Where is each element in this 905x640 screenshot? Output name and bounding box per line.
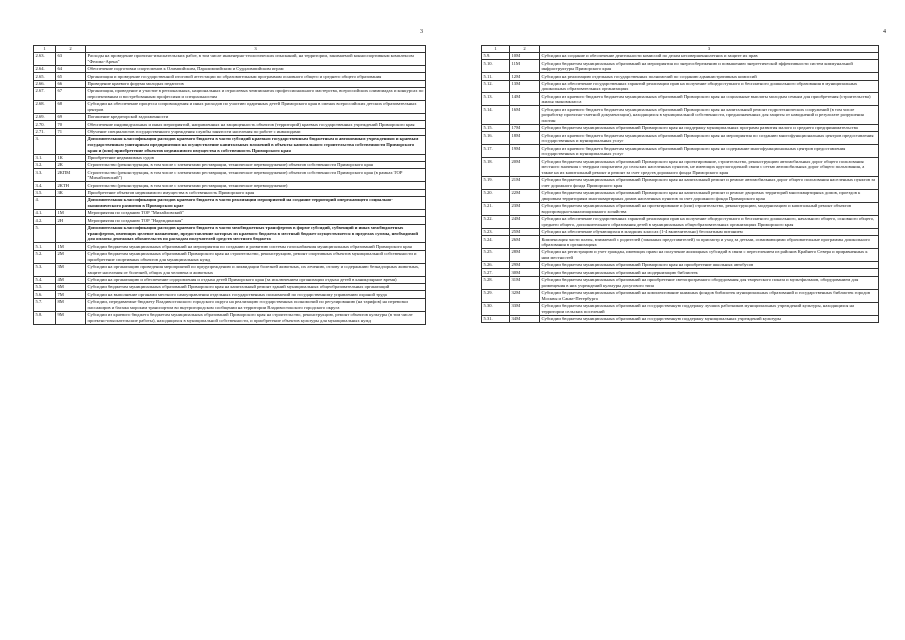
table-row <box>34 243 426 250</box>
table-row <box>482 80 879 93</box>
header-cell: 3 <box>86 46 426 53</box>
row-code-cell: 24М <box>510 215 540 228</box>
row-code-cell: 8М <box>56 298 86 311</box>
row-description-cell: Субсидии бюджетам муниципальных образований на мероприятия по энергосбережению и повышению энергетической эффективности систем коммунальной инфраструктуры Приморского края <box>540 60 879 73</box>
row-code-cell: 63 <box>56 52 86 65</box>
row-code-cell: 70 <box>56 121 86 128</box>
row-description-cell: Строительство (реконструкция, в том числе с элементами реставрации, техническое перевооружение) <box>86 182 426 189</box>
header-cell: 3 <box>540 46 879 53</box>
row-description-cell: Субсидии на обеспечение процесса сопровождения и иных расходов по участию одаренных детей Приморского края в сменах всероссийских детских образовательных центров <box>86 100 426 113</box>
row-code-cell <box>56 196 86 209</box>
row-code-cell: 34М <box>510 315 540 322</box>
row-description-cell: Субсидии на организацию и обеспечение оздоровления и отдыха детей Приморского края (за исключением организации отдыха детей в каникулярное время) <box>86 276 426 283</box>
header-cell: 2 <box>56 46 86 53</box>
row-number-cell: 2.65. <box>34 73 56 80</box>
row-number-cell: 5.29. <box>482 289 510 302</box>
row-number-cell: 5.14. <box>482 106 510 125</box>
table-row <box>482 202 879 215</box>
table-row <box>34 182 426 189</box>
row-number-cell: 5.17. <box>482 145 510 158</box>
row-description-cell: Субсидии на обеспечение государственных гарантий реализации прав на получение общедоступного и бесплатного дошкольного образования в муниципальных дошкольных образовательных организациях <box>540 80 879 93</box>
row-number-cell: 2.67. <box>34 87 56 100</box>
row-number-cell: 3.5. <box>34 189 56 196</box>
table-header-row <box>482 46 879 53</box>
row-code-cell: 17М <box>510 125 540 132</box>
row-code-cell: 65 <box>56 73 86 80</box>
row-number-cell: 2.68. <box>34 100 56 113</box>
row-code-cell: 2М <box>56 250 86 263</box>
row-description-cell: Мероприятия по созданию ТОР "Михайловский" <box>86 209 426 216</box>
table-row <box>34 113 426 120</box>
row-code-cell: 2К <box>56 161 86 168</box>
row-description-cell: Приобретение объектов недвижимого имущества в собственность Приморского края <box>86 189 426 196</box>
row-number-cell: 5.15. <box>482 125 510 132</box>
row-description-cell: Дополнительная классификация расходов краевого бюджета в части реализации мероприятий на создание территорий опережающего социально-экономического развития в Приморском крае <box>86 196 426 209</box>
table-body-left <box>34 46 426 325</box>
row-description-cell: Обеспечение индивидуальных и иных мероприятий, направленных на защищенность объектов (территорий) краевых государственных учреждений Приморского края <box>86 121 426 128</box>
row-code-cell: 6М <box>56 283 86 290</box>
table-row <box>482 236 879 249</box>
row-number-cell: 5.25. <box>482 249 510 262</box>
row-description-cell: Субсидии из краевого бюджета бюджетам муниципальных образований Приморского края на строительство, реконструкцию, ремонт объектов культуры (в том числе проектно-изыскательские работы), находящихся в муниципальной собственности, и приобретение объектов культуры для муниципальных нужд <box>86 311 426 324</box>
row-number-cell: 5.19. <box>482 176 510 189</box>
row-code-cell: 69 <box>56 113 86 120</box>
row-code-cell: 22М <box>510 189 540 202</box>
table-row <box>34 217 426 224</box>
row-description-cell: Субсидии бюджетам муниципальных образований Приморского края на капитальный ремонт зданий муниципальных общеобразовательных организаций <box>86 283 426 290</box>
header-cell: 1 <box>34 46 56 53</box>
row-code-cell: 64 <box>56 65 86 72</box>
row-code-cell: 25М <box>510 228 540 235</box>
row-number-cell: 5.3. <box>34 263 56 276</box>
row-code-cell: 29М <box>510 262 540 269</box>
row-number-cell: 2.66. <box>34 80 56 87</box>
page-number-right: 4 <box>883 29 886 35</box>
row-code-cell: 66 <box>56 80 86 87</box>
row-number-cell: 3.1. <box>34 154 56 161</box>
row-description-cell: Субсидии бюджетам муниципальных образований на модернизацию библиотек <box>540 269 879 276</box>
row-code-cell: 71 <box>56 128 86 135</box>
row-description-cell: Субсидии бюджетам муниципальных образований Приморского края на капитальный ремонт и ремонт автомобильных дорог общего пользования населенных пунктов за счет дорожного фонда Приморского края <box>540 176 879 189</box>
row-number-cell: 5.8. <box>34 311 56 324</box>
row-description-cell: Субсидии бюджетам муниципальных образований на государственную поддержку лучших работников муниципальных учреждений культуры, находящихся на территории сельских поселений <box>540 302 879 315</box>
row-description-cell: Субсидии бюджетам муниципальных образований на комплектование книжных фондов библиотек муниципальных образований и государственных библиотек городов Москвы и Санкт-Петербурга <box>540 289 879 302</box>
table-row <box>34 224 426 243</box>
table-row <box>482 228 879 235</box>
row-code-cell: 20М <box>510 158 540 177</box>
row-description-cell: Субсидии бюджетам муниципальных образований Приморского края на проектирование, строительство, реконструкцию автомобильных дорог общего пользования местного значения с твердым покрытием до сельских населенных пунктов, не имеющих круглогодичной связи с сетью автомобильных дорог общего пользования, а также на их капитальный ремонт и ремонт за счет средств дорожного фонда Приморского края <box>540 158 879 177</box>
row-code-cell: 31М <box>510 276 540 289</box>
row-number-cell: 5.10. <box>482 60 510 73</box>
row-description-cell: Субсидии на обеспечение обучающихся в младших классах (1-4 включительно) бесплатным питанием <box>540 228 879 235</box>
table-row <box>482 176 879 189</box>
row-description-cell: Субсидии, передаваемые бюджету Владивостокского городского округа на реализацию государственных полномочий по регулированию (на тарифов) на перевозки пассажиров и багажа морским транспортом во внутригородском сообщении на территории Владивостокского городского округа <box>86 298 426 311</box>
row-description-cell: Субсидии на регистрацию и учет граждан, имеющих право на получение жилищных субсидий в связи с переселением из районов Крайнего Севера и приравненных к ним местностей <box>540 249 879 262</box>
table-row <box>34 154 426 161</box>
classification-table-left <box>33 45 426 325</box>
row-description-cell: Субсидии бюджетам муниципальных образований на государственную поддержку муниципальных учреждений культуры <box>540 315 879 322</box>
table-row <box>34 80 426 87</box>
row-number-cell: 5.13. <box>482 93 510 106</box>
row-description-cell: Субсидии бюджетам муниципальных образований на приобретение светопрозрачного оборудования для творческого показа и мультфильмов, оборудованием для размещения в них учреждений культуры досугового типа <box>540 276 879 289</box>
row-number-cell: 5.31. <box>482 315 510 322</box>
row-description-cell: Дополнительная классификация расходов краевого бюджета в части межбюджетных трансфертов в форме субсидий, субвенций и иных межбюджетных трансфертов, имеющих целевое назначение, предоставление которых из краевого бюджета в местный бюджет осуществляется в пределах суммы, необходимой для оплаты денежных обязательств по расходам получателей средств местного бюджета <box>86 224 426 243</box>
table-row <box>34 298 426 311</box>
table-row <box>34 209 426 216</box>
table-row <box>34 87 426 100</box>
row-description-cell: Субсидии на выполнение органами местного самоуправления отдельных государственных полномочий по государственному управлению охраной труда <box>86 291 426 298</box>
row-description-cell: Субсидии бюджетам муниципальных образований Приморского края на приобретение школьных автобусов <box>540 262 879 269</box>
table-row <box>34 311 426 324</box>
row-code-cell: 2КТН <box>56 182 86 189</box>
row-code-cell: 3К <box>56 189 86 196</box>
row-number-cell: 2.69. <box>34 113 56 120</box>
row-number-cell: 5.30. <box>482 302 510 315</box>
row-description-cell: Обеспечение подготовки спортсменов к Олимпийским, Паралимпийским и Сурдлимпийским играм <box>86 65 426 72</box>
table-row <box>34 169 426 182</box>
table-row <box>34 128 426 135</box>
row-code-cell: 1М <box>56 243 86 250</box>
row-code-cell: 19М <box>510 145 540 158</box>
table-row <box>34 73 426 80</box>
row-code-cell: 2Н <box>56 217 86 224</box>
table-row <box>482 125 879 132</box>
table-row <box>482 262 879 269</box>
row-description-cell: Субсидии на организацию проведения мероприятий по предупреждению и ликвидации болезней животных, их лечению, отлову и содержанию безнадзорных животных, защите населения от болезней, общих для человека и животных <box>86 263 426 276</box>
row-code-cell: 16М <box>510 106 540 125</box>
row-description-cell: Субсидии на реализацию отдельных государственных полномочий по созданию административных комиссий <box>540 73 879 80</box>
row-code-cell: 68 <box>56 100 86 113</box>
table-row <box>482 132 879 145</box>
row-description-cell: Субсидии из краевого бюджета бюджетам муниципальных образований Приморского края на содержание многофункциональных центров предоставления государственных и муниципальных услуг <box>540 145 879 158</box>
row-description-cell: Субсидии из краевого бюджета бюджетам муниципальных образований Приморского края на капитальный ремонт гидротехнических сооружений (в том числе разработку проектно-сметной документации), находящихся в муниципальной собственности, предназначенных для защиты от наводнений и результате разрушения плотин <box>540 106 879 125</box>
row-code-cell: 21М <box>510 176 540 189</box>
row-code-cell: 3М <box>56 263 86 276</box>
row-number-cell: 3.3. <box>34 169 56 182</box>
row-code-cell: 1К <box>56 154 86 161</box>
row-description-cell: Субсидии на обеспечение государственных гарантий реализации прав на получение общедоступного и бесплатного дошкольного, начального общего, основного общего, среднего общего, дополнительного образования детей в муниципальных общеобразовательных организациях Приморского края <box>540 215 879 228</box>
row-description-cell: Компенсация части платы, взимаемой с родителей (законных представителей) за присмотр и уход за детьми, осваивающими образовательные программы дошкольного образования в организациях <box>540 236 879 249</box>
row-description-cell: Субсидии из краевого бюджета бюджетам муниципальных образований Приморского края на социальные выплаты молодым семьям для приобретения (строительства) жилья экономкласса <box>540 93 879 106</box>
row-code-cell: 4М <box>56 276 86 283</box>
header-cell: 1 <box>482 46 510 53</box>
row-description-cell: Субсидии бюджетам муниципальных образований Приморского края на поддержку муниципальных программ развития малого и среднего предпринимательства <box>540 125 879 132</box>
row-code-cell: 67 <box>56 87 86 100</box>
row-description-cell: Субсидии бюджетам муниципальных образований на мероприятия по созданию и развитию системы газоснабжения муниципальных образований Приморского края <box>86 243 426 250</box>
row-code-cell <box>56 135 86 154</box>
table-header-row <box>34 46 426 53</box>
row-code-cell: 32М <box>510 289 540 302</box>
table-row <box>482 106 879 125</box>
row-code-cell: 14М <box>510 93 540 106</box>
table-row <box>482 269 879 276</box>
table-row <box>482 215 879 228</box>
row-description-cell: Приобретение недвижимых судов <box>86 154 426 161</box>
row-number-cell: 5. <box>34 224 56 243</box>
row-number-cell: 5.9. <box>482 52 510 59</box>
row-number-cell: 5.4. <box>34 276 56 283</box>
row-description-cell: Организация и проведение государственной итоговой аттестации по образовательным программам основного общего и среднего общего образования <box>86 73 426 80</box>
row-number-cell: 5.11. <box>482 73 510 80</box>
row-description-cell: Дополнительная классификация расходов краевого бюджета в части субсидий краевым государственным бюджетным и автономным учреждениям и краевым государственным унитарным предприятиям на осуществление капитальных вложений в объекты капитального строительства собственности Приморского края и (или) приобретение объектов недвижимого имущества в собственность Приморского края <box>86 135 426 154</box>
table-row <box>482 145 879 158</box>
table-row <box>34 276 426 283</box>
row-number-cell: 5.18. <box>482 158 510 177</box>
row-code-cell: 11М <box>510 60 540 73</box>
table-row <box>34 52 426 65</box>
row-number-cell: 5.26. <box>482 262 510 269</box>
table-row <box>482 158 879 177</box>
classification-table-right <box>481 45 879 323</box>
row-code-cell: 28М <box>510 249 540 262</box>
row-code-cell <box>56 224 86 243</box>
row-code-cell: 13М <box>510 80 540 93</box>
table-row <box>482 60 879 73</box>
row-number-cell: 5.12. <box>482 80 510 93</box>
row-number-cell: 5.2. <box>34 250 56 263</box>
row-code-cell: 23М <box>510 202 540 215</box>
row-description-cell: Субсидии бюджетам муниципальных образований Приморского края на капитальный ремонт и ремонт дворовых территорий многоквартирных домов, проездов к дворовым территориям многоквартирных домов населенных пунктов за счет дорожного фонда Приморского края <box>540 189 879 202</box>
row-number-cell: 5.28. <box>482 276 510 289</box>
table-row <box>34 121 426 128</box>
table-row <box>482 189 879 202</box>
header-cell: 2 <box>510 46 540 53</box>
row-description-cell: Обучение специалистов государственного учреждения службы занятости населения по работе с инвалидами <box>86 128 426 135</box>
row-number-cell: 3. <box>34 135 56 154</box>
row-number-cell: 2.70. <box>34 121 56 128</box>
row-number-cell: 5.1. <box>34 243 56 250</box>
table-row <box>34 283 426 290</box>
table-row <box>34 189 426 196</box>
page-number-left: 3 <box>420 29 423 35</box>
row-description-cell: Строительство (реконструкция, в том числе с элементами реставрации, техническое перевооружение) объектов собственности Приморского края (в рамках ТОР "Михайловский") <box>86 169 426 182</box>
row-number-cell: 3.2. <box>34 161 56 168</box>
row-number-cell: 2.71. <box>34 128 56 135</box>
row-number-cell: 5.6. <box>34 291 56 298</box>
row-number-cell: 4.2. <box>34 217 56 224</box>
row-description-cell: Строительство (реконструкция, в том числе с элементами реставрации, техническое перевооружение) объектов собственности Приморского края <box>86 161 426 168</box>
row-number-cell: 5.7. <box>34 298 56 311</box>
row-number-cell: 2.64. <box>34 65 56 72</box>
table-row <box>482 73 879 80</box>
row-description-cell: Мероприятия по созданию ТОР "Надеждинская" <box>86 217 426 224</box>
row-code-cell: 12М <box>510 73 540 80</box>
table-row <box>482 93 879 106</box>
row-code-cell: 10М <box>510 52 540 59</box>
table-row <box>482 302 879 315</box>
table-row <box>34 196 426 209</box>
row-number-cell: 5.5. <box>34 283 56 290</box>
row-description-cell: Проведение краевого форума молодых педагогов <box>86 80 426 87</box>
table-row <box>34 65 426 72</box>
row-code-cell: 18М <box>510 132 540 145</box>
table-row <box>482 52 879 59</box>
table-row <box>34 250 426 263</box>
row-code-cell: 33М <box>510 302 540 315</box>
row-number-cell: 5.20. <box>482 189 510 202</box>
table-row <box>34 135 426 154</box>
table-row <box>482 289 879 302</box>
row-number-cell: 5.16. <box>482 132 510 145</box>
row-number-cell: 5.21. <box>482 202 510 215</box>
row-description-cell: Организация, проведение и участие в региональных, национальных и отраслевых чемпионатах профессионального мастерства, всероссийских олимпиадах и конкурсах по перспективным и востребованным профессиям и специальностям <box>86 87 426 100</box>
row-description-cell: Расходы на проведение проектно-изыскательских работ, в том числе инженерно-геологических изысканий, на территории, занимаемой конноспортивным комплексом "Феликс-Арена" <box>86 52 426 65</box>
row-number-cell: 5.24. <box>482 236 510 249</box>
table-row <box>34 161 426 168</box>
table-row <box>34 263 426 276</box>
row-code-cell: 7М <box>56 291 86 298</box>
row-code-cell: 30М <box>510 269 540 276</box>
row-number-cell: 3.4. <box>34 182 56 189</box>
row-description-cell: Субсидии бюджетам муниципальных образований на проектирование и (или) строительство, реконструкцию, модернизацию и капитальный ремонт объектов водопроводно-канализационного хозяйства <box>540 202 879 215</box>
table-body-right <box>482 46 879 323</box>
row-code-cell: 2КПМ <box>56 169 86 182</box>
row-number-cell: 5.27. <box>482 269 510 276</box>
row-number-cell: 5.22. <box>482 215 510 228</box>
row-number-cell: 4. <box>34 196 56 209</box>
row-code-cell: 26М <box>510 236 540 249</box>
table-row <box>482 249 879 262</box>
table-row <box>34 291 426 298</box>
row-description-cell: Субсидии из краевого бюджета бюджетам муниципальных образований Приморского края на мероприятия по созданию многофункциональных центров предоставления государственных и муниципальных услуг <box>540 132 879 145</box>
row-code-cell: 9М <box>56 311 86 324</box>
row-description-cell: Погашение кредиторской задолженности <box>86 113 426 120</box>
table-row <box>482 315 879 322</box>
table-row <box>34 100 426 113</box>
row-description-cell: Субсидии бюджетам муниципальных образований Приморского края на строительство, реконструкцию, ремонт спортивных объектов муниципальной собственности и приобретение спортивных объектов для муниципальных нужд <box>86 250 426 263</box>
row-code-cell: 1М <box>56 209 86 216</box>
row-description-cell: Субсидии на создание и обеспечение деятельности комиссий по делам несовершеннолетних и защите их прав <box>540 52 879 59</box>
row-number-cell: 5.23. <box>482 228 510 235</box>
table-row <box>482 276 879 289</box>
row-number-cell: 4.1. <box>34 209 56 216</box>
row-number-cell: 2.63. <box>34 52 56 65</box>
